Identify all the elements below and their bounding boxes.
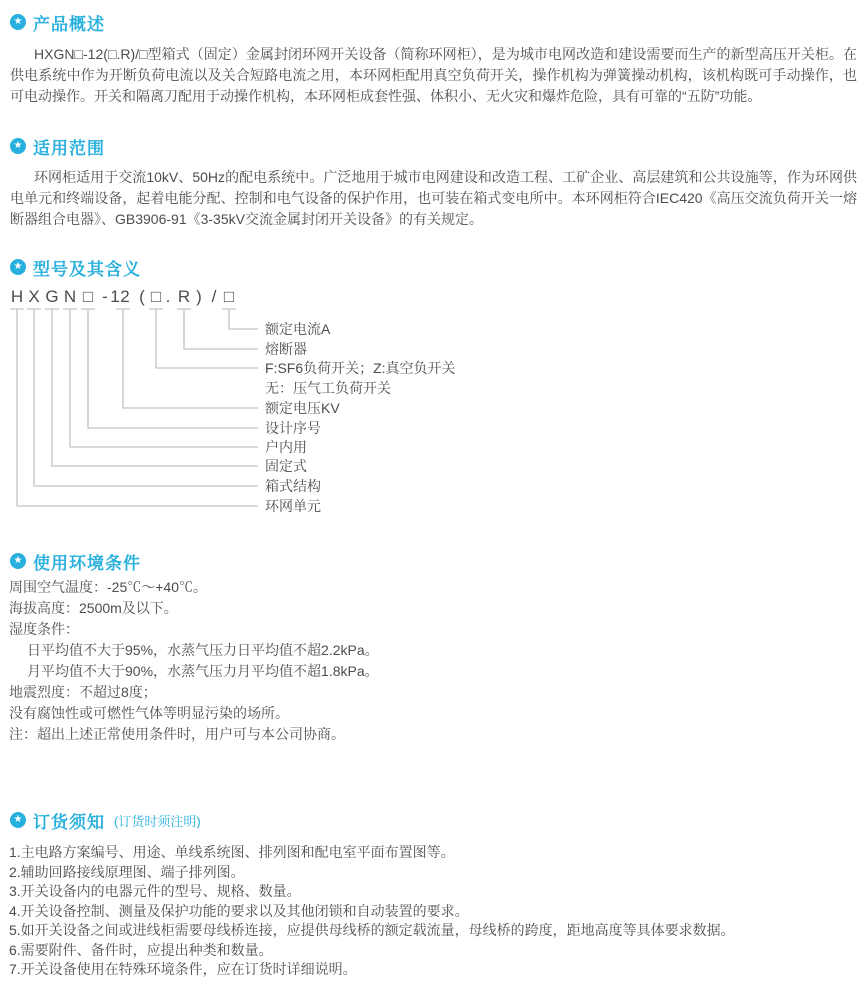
section-heading-ordering — [10, 810, 201, 830]
ordering-instructions-list — [9, 843, 857, 980]
ordering-item: 3.开关设备内的电器元件的型号、规格、数量。 — [9, 883, 301, 899]
ordering-item: 5.如开关设备之间或进线柜需要母线桥连接，应提供母线桥的额定载流量，母线桥的跨度，距地高度等具体要求数据。 — [9, 922, 735, 938]
model-label: 固定式 — [265, 458, 307, 474]
scope-paragraph: 环网柜适用于交流10kV、50Hz的配电系统中。广泛地用于城市电网建设和改造工程、工矿企业、高层建筑和公共设施等，作为环网供电单元和终端设备，起着电能分配、控制和电气设备的保护作用，也可装在箱式变电所中。本环网柜符合IEC420《高压交流负荷开关一熔断器组合电器》、GB3906-91《3-35kV交流金属封闭开关设备》的有关规定。 — [10, 169, 857, 227]
model-char: X — [28, 287, 40, 306]
section-heading-environment — [10, 551, 141, 571]
model-char: □ — [223, 287, 235, 306]
star-bullet-icon: ★ — [10, 553, 26, 569]
ordering-item: 6.需要附件、备件时，应提出种类和数量。 — [9, 941, 273, 958]
env-condition: 周围空气温度：-25℃～+40℃。 — [9, 579, 207, 595]
model-char: 1 — [110, 287, 120, 306]
section-heading-model — [10, 257, 141, 277]
env-condition: 没有腐蚀性或可燃性气体等明显污染的场所。 — [9, 705, 289, 721]
model-label: 无：压气工负荷开关 — [265, 380, 391, 396]
section-heading-scope — [10, 136, 105, 156]
section-title-model: 型号及其含义 — [33, 259, 141, 279]
env-condition: 注：超出上述正常使用条件时，用户可与本公司协商。 — [9, 726, 345, 742]
model-label: 环网单元 — [265, 498, 321, 514]
section-title-ordering: 订货须知 — [33, 812, 105, 832]
star-bullet-icon: ★ — [10, 259, 26, 275]
model-char: N — [63, 287, 77, 306]
star-bullet-icon: ★ — [10, 138, 26, 154]
model-char: 2 — [120, 287, 130, 306]
overview-paragraph: HXGN□-12(□.R)/□型箱式（固定）金属封闭环网开关设备（简称环网柜），是为城市电网改造和建设需要而生产的新型高压开关柜。在供电系统中作为开断负荷电流以及关合短路电流之用，本环网柜配用真空负荷开关，操作机构为弹簧操动机构，该机构既可手动操作，也可电动操作。开关和隔离刀配用于动操作机构，本环网柜成套性强、体积小、无火灾和爆炸危险，具有可靠的“五防”功能。 — [10, 46, 857, 104]
model-char: □ — [150, 287, 162, 306]
model-char: ( — [139, 287, 145, 306]
section-heading-overview — [10, 12, 105, 32]
section-subtitle-ordering: (订货时须注明) — [114, 813, 201, 829]
model-char: ) — [196, 287, 202, 306]
environment-conditions-list — [9, 577, 857, 745]
model-label: 设计序号 — [265, 420, 321, 436]
env-condition: 湿度条件： — [9, 621, 79, 637]
model-char: R — [177, 287, 191, 306]
env-condition: 日平均值不大于95%，水蒸气压力日平均值不超2.2kPa。 — [27, 642, 379, 658]
model-label: 户内用 — [265, 439, 307, 455]
section-title-environment: 使用环境条件 — [33, 553, 141, 573]
star-bullet-icon: ★ — [10, 812, 26, 828]
model-char: H — [10, 287, 24, 306]
env-condition: 海拔高度：2500m及以下。 — [9, 600, 178, 616]
model-char: / — [211, 287, 217, 306]
ordering-item: 4.开关设备控制、测量及保护功能的要求以及其他闭锁和自动装置的要求。 — [9, 902, 469, 919]
model-label: 额定电压KV — [265, 400, 340, 416]
model-designation-diagram — [0, 285, 620, 525]
model-char: - — [102, 287, 108, 306]
ordering-item: 7.开关设备使用在特殊环境条件，应在订货时详细说明。 — [9, 961, 357, 977]
ordering-item: 2.辅助回路接线原理图、端子排列图。 — [9, 863, 245, 880]
model-label: 额定电流A — [265, 321, 331, 337]
star-bullet-icon: ★ — [10, 14, 26, 30]
model-label: F:SF6负荷开关；Z:真空负开关 — [265, 360, 456, 376]
env-condition: 月平均值不大于90%，水蒸气压力月平均值不超1.8kPa。 — [27, 663, 379, 679]
model-label: 熔断器 — [265, 341, 307, 357]
ordering-item: 1.主电路方案编号、用途、单线系统图、排列图和配电室平面布置图等。 — [9, 844, 455, 860]
section-title-scope: 适用范围 — [33, 138, 105, 158]
model-char: G — [45, 287, 59, 306]
model-char: . — [165, 287, 171, 306]
section-title-overview: 产品概述 — [33, 14, 105, 34]
model-char: □ — [82, 287, 94, 306]
env-condition: 地震烈度：不超过8度； — [9, 684, 157, 700]
model-label: 箱式结构 — [265, 478, 321, 494]
